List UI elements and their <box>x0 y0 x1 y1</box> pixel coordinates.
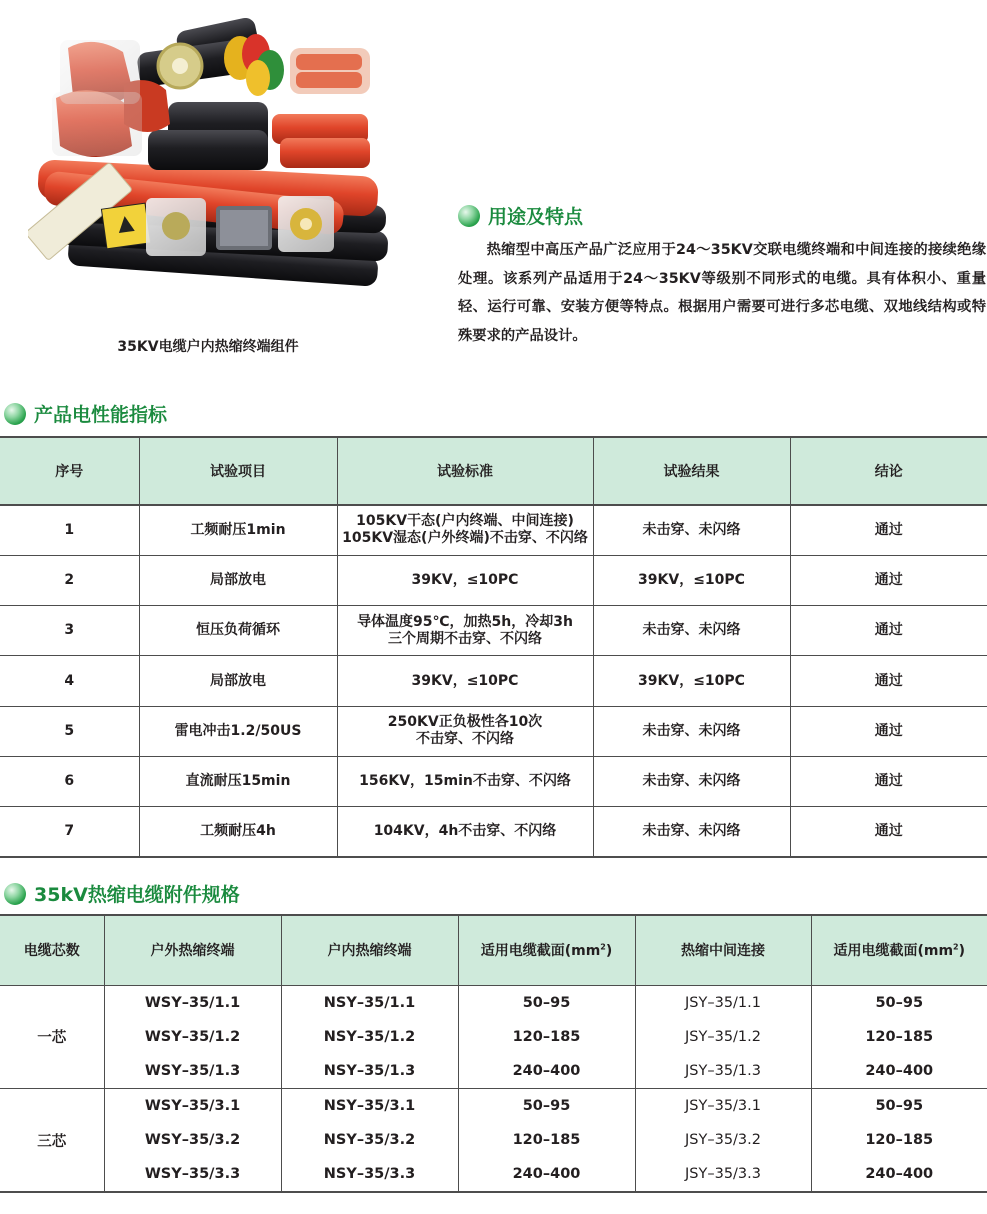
header-cell-area: 适用电缆截面$(mm^2)$ <box>811 915 987 985</box>
table-row <box>0 606 987 656</box>
table-cell: JSY–35/1.2 <box>635 1020 811 1055</box>
table-cell: 39KV，≤10PC <box>593 555 790 605</box>
table-cell: 50–95 <box>458 1089 635 1124</box>
table-cell: 50–95 <box>811 985 987 1020</box>
green-ball-icon <box>4 403 26 425</box>
header-cell-area: 适用电缆截面$(mm^2)$ <box>458 915 635 985</box>
table-cell: WSY–35/3.2 <box>104 1123 281 1158</box>
table-row <box>0 706 987 756</box>
header-cell: 试验标准 <box>337 437 593 505</box>
table-cell: 39KV，≤10PC <box>337 656 593 706</box>
usage-section-heading <box>458 202 583 229</box>
table-cell: 导体温度95℃，加热5h，冷却3h 三个周期不击穿、不闪络 <box>337 606 593 656</box>
usage-section-title: 用途及特点 <box>488 206 584 228</box>
table-cell: 未击穿、未闪络 <box>593 606 790 656</box>
usage-paragraph: 热缩型中高压产品广泛应用于24～35KV交联电缆终端和中间连接的接续绝缘处理。该系列产品适用于24～35KV等级别不同形式的电缆。具有体积小、重量轻、运行可靠、安装方便等特点。根据用户需要可进行多芯电缆、双地线结构或特殊要求的产品设计。 <box>458 242 986 344</box>
spec-section-heading <box>4 880 240 907</box>
green-ball-icon <box>4 883 26 905</box>
header-cell: 试验结果 <box>593 437 790 505</box>
table-row <box>0 1020 987 1055</box>
table-cell: 通过 <box>790 555 987 605</box>
table-header-row <box>0 915 987 985</box>
core-count-cell: 三芯 <box>0 1089 104 1193</box>
table-cell: 104KV，4h不击穿、不闪络 <box>337 807 593 857</box>
table-cell: 雷电冲击1.2/50US <box>139 706 337 756</box>
table-cell: NSY–35/3.3 <box>281 1158 458 1193</box>
table-cell: 通过 <box>790 656 987 706</box>
table-cell: 156KV，15min不击穿、不闪络 <box>337 756 593 806</box>
table-cell: WSY–35/3.1 <box>104 1089 281 1124</box>
table-cell: 240–400 <box>458 1054 635 1089</box>
table-cell: 250KV正负极性各10次 不击穿、不闪络 <box>337 706 593 756</box>
table-row <box>0 1158 987 1193</box>
table-cell: 未击穿、未闪络 <box>593 756 790 806</box>
table-cell: 240–400 <box>811 1158 987 1193</box>
table-cell: 工频耐压1min <box>139 505 337 555</box>
table-cell: 50–95 <box>458 985 635 1020</box>
table-cell: 120–185 <box>811 1020 987 1055</box>
table-row <box>0 985 987 1020</box>
table-cell: 通过 <box>790 606 987 656</box>
header-cell: 户内热缩终端 <box>281 915 458 985</box>
header-cell: 电缆芯数 <box>0 915 104 985</box>
table-cell: JSY–35/3.1 <box>635 1089 811 1124</box>
table-cell: 39KV，≤10PC <box>337 555 593 605</box>
table-row <box>0 505 987 555</box>
spec-section-title: 35kV热缩电缆附件规格 <box>34 884 240 906</box>
header-cell: 结论 <box>790 437 987 505</box>
table-cell: WSY–35/1.3 <box>104 1054 281 1089</box>
table-cell: 39KV，≤10PC <box>593 656 790 706</box>
table-cell: 240–400 <box>458 1158 635 1193</box>
table-cell: 6 <box>0 756 139 806</box>
table-cell: 4 <box>0 656 139 706</box>
table-cell: 2 <box>0 555 139 605</box>
table-cell: JSY–35/1.3 <box>635 1054 811 1089</box>
photo-caption: 35KV电缆户内热缩终端组件 <box>117 339 299 355</box>
table-row <box>0 756 987 806</box>
table-cell: NSY–35/3.2 <box>281 1123 458 1158</box>
table-row <box>0 1123 987 1158</box>
table-cell: WSY–35/1.1 <box>104 985 281 1020</box>
table-cell: JSY–35/1.1 <box>635 985 811 1020</box>
table-cell: 120–185 <box>458 1020 635 1055</box>
table-cell: 直流耐压15min <box>139 756 337 806</box>
table-cell: JSY–35/3.3 <box>635 1158 811 1193</box>
table-cell: 未击穿、未闪络 <box>593 706 790 756</box>
table-row <box>0 656 987 706</box>
table-cell: 通过 <box>790 807 987 857</box>
table-header-row <box>0 437 987 505</box>
green-ball-icon <box>458 205 480 227</box>
table-cell: 局部放电 <box>139 555 337 605</box>
perf-section-heading <box>4 400 167 427</box>
table-cell: 120–185 <box>811 1123 987 1158</box>
table-cell: 240–400 <box>811 1054 987 1089</box>
table-cell: 恒压负荷循环 <box>139 606 337 656</box>
table-cell: 50–95 <box>811 1089 987 1124</box>
table-cell: 120–185 <box>458 1123 635 1158</box>
header-cell: 户外热缩终端 <box>104 915 281 985</box>
product-photo <box>28 18 388 308</box>
table-row <box>0 1089 987 1124</box>
table-cell: 通过 <box>790 505 987 555</box>
table-cell: NSY–35/3.1 <box>281 1089 458 1124</box>
header-cell: 热缩中间连接 <box>635 915 811 985</box>
table-cell: 局部放电 <box>139 656 337 706</box>
perf-section-title: 产品电性能指标 <box>34 404 168 426</box>
table-cell: 未击穿、未闪络 <box>593 807 790 857</box>
table-row <box>0 1054 987 1089</box>
table-row <box>0 555 987 605</box>
table-cell: 5 <box>0 706 139 756</box>
spec-table <box>0 914 987 1193</box>
table-cell: NSY–35/1.2 <box>281 1020 458 1055</box>
table-cell: JSY–35/3.2 <box>635 1123 811 1158</box>
table-cell: 通过 <box>790 756 987 806</box>
table-row <box>0 807 987 857</box>
table-cell: 105KV干态(户内终端、中间连接) 105KV湿态(户外终端)不击穿、不闪络 <box>337 505 593 555</box>
table-cell: 1 <box>0 505 139 555</box>
table-cell: 未击穿、未闪络 <box>593 505 790 555</box>
table-cell: 工频耐压4h <box>139 807 337 857</box>
core-count-cell: 一芯 <box>0 985 104 1089</box>
performance-table <box>0 436 987 858</box>
header-cell: 序号 <box>0 437 139 505</box>
table-cell: NSY–35/1.3 <box>281 1054 458 1089</box>
table-cell: 通过 <box>790 706 987 756</box>
table-cell: WSY–35/3.3 <box>104 1158 281 1193</box>
table-cell: 7 <box>0 807 139 857</box>
table-cell: WSY–35/1.2 <box>104 1020 281 1055</box>
header-cell: 试验项目 <box>139 437 337 505</box>
table-cell: NSY–35/1.1 <box>281 985 458 1020</box>
table-cell: 3 <box>0 606 139 656</box>
